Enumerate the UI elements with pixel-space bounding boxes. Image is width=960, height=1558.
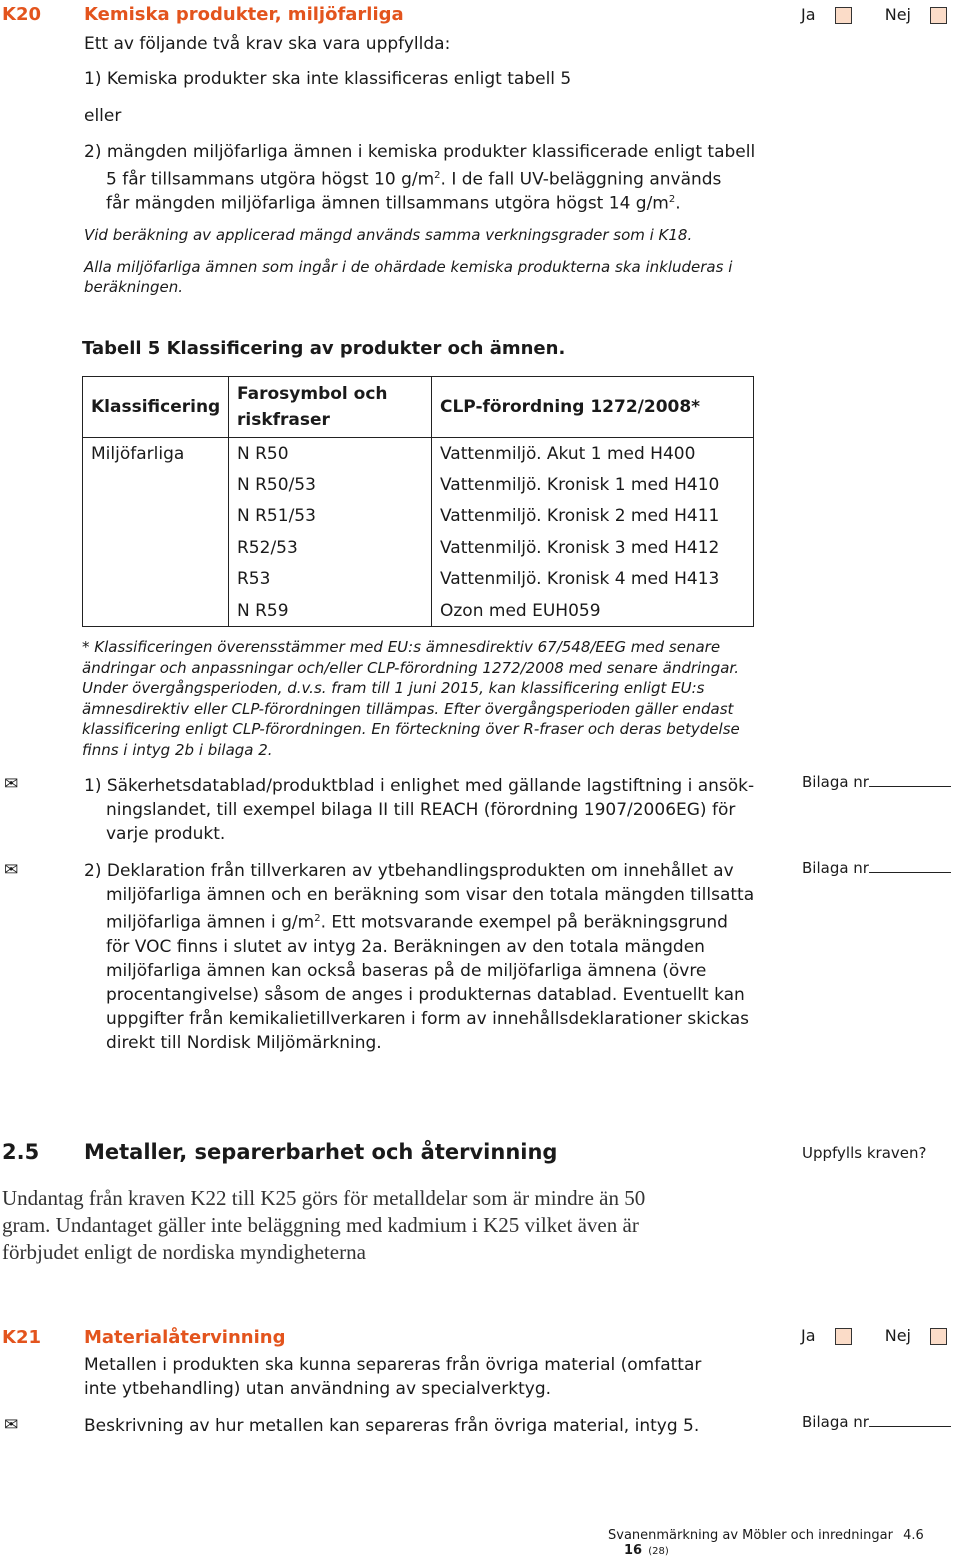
table-cell xyxy=(83,564,229,596)
table-cell: Vattenmiljö. Akut 1 med H400 xyxy=(440,443,696,464)
requirement-id-k21: K21 xyxy=(2,1327,41,1348)
footer-version: 4.6 xyxy=(903,1528,924,1543)
table-cell: N R50/53 xyxy=(229,469,432,501)
section-title: Metaller, separerbarhet och återvinning xyxy=(84,1140,558,1164)
k20-intro: Ett av följande två krav ska vara uppfyllda: xyxy=(84,34,451,54)
k20-item2-line1: 2) mängden miljöfarliga ämnen i kemiska produkter klassificerade enligt tabell xyxy=(84,142,756,162)
table-header-row xyxy=(83,377,754,438)
table-cell: Vattenmiljö. Kronisk 2 med H411 xyxy=(440,506,720,527)
table-cell: N R51/53 xyxy=(229,501,432,533)
table-cell xyxy=(83,501,229,533)
table-row xyxy=(83,532,754,564)
envelope-icon: ✉ xyxy=(4,860,19,880)
table-caption: Tabell 5 Klassificering av produkter och ämnen. xyxy=(82,338,566,359)
table-cell: Vattenmiljö. Kronisk 1 med H410 xyxy=(440,474,720,495)
k20-item2-line2: 5 får tillsammans utgöra högst 10 $g/m^2$. I de fall UV-beläggning används xyxy=(106,169,722,190)
bilaga-field-2[interactable]: Bilaga nr xyxy=(802,859,951,877)
k20-note-2-line1: Alla miljöfarliga ämnen som ingår i de ohärdade kemiska produkterna ska inkluderas i xyxy=(84,258,733,276)
ja-nej-k21 xyxy=(801,1326,947,1345)
table-cell xyxy=(83,595,229,627)
requirement-title-k20: Kemiska produkter, miljöfarliga xyxy=(84,4,404,25)
footer-title: Svanenmärkning av Möbler och inredningar xyxy=(608,1528,893,1543)
bilaga-field-3[interactable]: Bilaga nr xyxy=(802,1413,951,1431)
section-number: 2.5 xyxy=(2,1140,40,1164)
k20-item1: 1) Kemiska produkter ska inte klassificeras enligt tabell 5 xyxy=(84,69,572,89)
ja-label: Ja xyxy=(801,1326,816,1345)
ja-nej-k20 xyxy=(801,5,947,24)
section-text: Undantag från kraven K22 till K25 görs för metalldelar som är mindre än 50 gram. Undantaget gäller inte beläggning med kadmium i K25 vilket även är förbjudet enligt de nordiska myndigheterna xyxy=(2,1186,646,1264)
table-header-cell: CLP-förordning 1272/2008* xyxy=(432,377,754,438)
requirement-title-k21: Materialåtervinning xyxy=(84,1327,286,1348)
page-total: (28) xyxy=(648,1546,669,1557)
table-header-cell: Klassificering xyxy=(83,377,229,438)
table-row xyxy=(83,469,754,501)
table-cell: Ozon med EUH059 xyxy=(440,600,601,621)
table-cell: Vattenmiljö. Kronisk 4 med H413 xyxy=(440,569,720,590)
table-row xyxy=(83,501,754,533)
table-cell xyxy=(83,469,229,501)
nej-checkbox[interactable] xyxy=(930,1328,947,1345)
k20-note-1: Vid beräkning av applicerad mängd används samma verkningsgrader som i K18. xyxy=(84,226,693,244)
table-cell xyxy=(83,532,229,564)
table-header-cell: Farosymbol och riskfraser xyxy=(229,377,432,438)
table-cell: R53 xyxy=(229,564,432,596)
k21-text: Metallen i produkten ska kunna separeras från övriga material (omfattar inte ytbehandling) utan användning av specialverktyg. xyxy=(84,1355,702,1399)
classification-table xyxy=(82,376,754,627)
bilaga-field-1[interactable]: Bilaga nr xyxy=(802,773,951,791)
nej-label: Nej xyxy=(884,5,911,24)
k21-doc: Beskrivning av hur metallen kan separeras från övriga material, intyg 5. xyxy=(84,1416,700,1436)
uppfylls-label: Uppfylls kraven? xyxy=(802,1144,927,1162)
envelope-icon: ✉ xyxy=(4,774,19,794)
table-row xyxy=(83,438,754,470)
table-cell: R52/53 xyxy=(229,532,432,564)
doc-2: 2) Deklaration från tillverkaren av ytbehandlingsprodukten om innehållet av miljöfarliga ämnen och en beräkning som visar den totala mängden tillsatta miljöfarliga ämnen i $g/m^2$. Ett motsvarande exempel på beräkningsgrund för VOC finns i slutet av intyg 2a. Beräkningen av den totala mängden miljöfarliga ämnen kan också baseras på de miljöfarliga ämnena (övre procentangivelse) såsom de anges i produkternas datablad. Eventuellt kan uppgifter från kemikalietillverkaren i form av innehållsdeklarationer skickas direkt till Nordisk Miljömärkning. xyxy=(84,861,755,1053)
envelope-icon: ✉ xyxy=(4,1415,19,1435)
page-number: 16 xyxy=(624,1543,643,1558)
table-row xyxy=(83,595,754,627)
nej-label: Nej xyxy=(884,1326,911,1345)
table-row xyxy=(83,564,754,596)
table-cell: Vattenmiljö. Kronisk 3 med H412 xyxy=(440,537,720,558)
ja-checkbox[interactable] xyxy=(835,7,852,24)
ja-label: Ja xyxy=(801,5,816,24)
k20-or: eller xyxy=(84,106,122,126)
table-footnote: * Klassificeringen överensstämmer med EU:s ämnesdirektiv 67/548/EEG med senare ändringar och anpassningar och/eller CLP-förordning 1272/2008 med senare ändringar. Under övergångsperioden, d.v.s. fram till 1 juni 2015, kan klassificering enligt EU:s ämnesdirektiv eller CLP-förordningen tillämpas. Efter övergångsperioden gäller endast klassificering enligt CLP-förordningen. En förteckning över R-fraser och deras betydelse finns i intyg 2b i bilaga 2. xyxy=(82,638,740,759)
requirement-id-k20: K20 xyxy=(2,4,41,25)
k20-note-2-line2: beräkningen. xyxy=(84,278,184,296)
doc-1: 1) Säkerhetsdatablad/produktblad i enlighet med gällande lagstiftning i ansök- ningslandet, till exempel bilaga II till REACH (förordning 1907/2006EG) för varje produkt. xyxy=(84,776,755,844)
k20-item2-line3: får mängden miljöfarliga ämnen tillsammans utgöra högst 14 $g/m^2$. xyxy=(106,193,681,214)
page-footer xyxy=(608,1528,960,1558)
table-cell: Miljöfarliga xyxy=(83,438,229,470)
table-cell: N R59 xyxy=(229,595,432,627)
nej-checkbox[interactable] xyxy=(930,7,947,24)
table-cell: N R50 xyxy=(229,438,432,470)
ja-checkbox[interactable] xyxy=(835,1328,852,1345)
